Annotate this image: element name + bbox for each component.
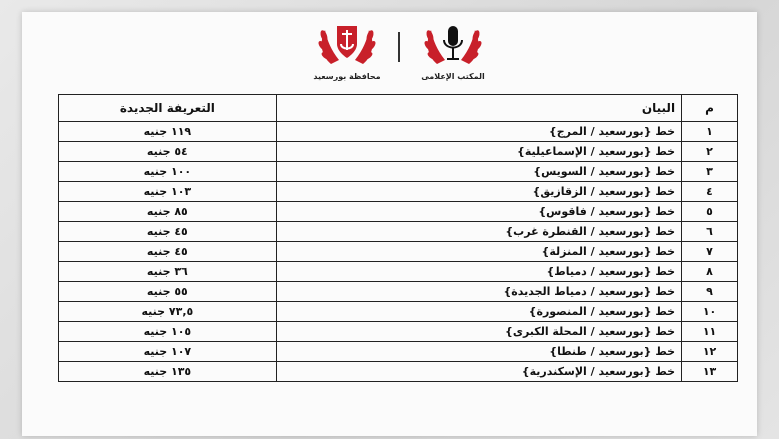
tariff-table — [58, 94, 738, 382]
table-row — [59, 182, 738, 202]
route-description: خط {بورسعيد / القنطرة غرب} — [276, 222, 681, 242]
row-number: ٥ — [682, 202, 738, 222]
table-row — [59, 302, 738, 322]
route-description: خط {بورسعيد / السويس} — [276, 162, 681, 182]
route-description: خط {بورسعيد / دمياط الجديدة} — [276, 282, 681, 302]
table-body — [59, 122, 738, 382]
route-price: ٣٦ جنيه — [59, 262, 277, 282]
row-number: ١٣ — [682, 362, 738, 382]
column-header-number: م — [682, 95, 738, 122]
table-row — [59, 142, 738, 162]
route-description: خط {بورسعيد / المنصورة} — [276, 302, 681, 322]
route-price: ١٠٣ جنيه — [59, 182, 277, 202]
route-description: خط {بورسعيد / الزقازيق} — [276, 182, 681, 202]
row-number: ٢ — [682, 142, 738, 162]
route-price: ١٠٠ جنيه — [59, 162, 277, 182]
table-row — [59, 242, 738, 262]
route-price: ٤٥ جنيه — [59, 222, 277, 242]
row-number: ٨ — [682, 262, 738, 282]
route-price: ٨٥ جنيه — [59, 202, 277, 222]
table-row — [59, 202, 738, 222]
header — [22, 18, 757, 90]
route-description: خط {بورسعيد / دمياط} — [276, 262, 681, 282]
table-header-row — [59, 95, 738, 122]
table-row — [59, 222, 738, 242]
media-office-label: المكتب الإعلامى — [421, 72, 485, 81]
route-description: خط {بورسعيد / المحلة الكبرى} — [276, 322, 681, 342]
route-description: خط {بورسعيد / الإسماعيلية} — [276, 142, 681, 162]
document-sheet — [22, 12, 757, 436]
route-price: ١١٩ جنيه — [59, 122, 277, 142]
route-description: خط {بورسعيد / المرج} — [276, 122, 681, 142]
row-number: ٧ — [682, 242, 738, 262]
media-office-logo — [408, 18, 498, 90]
route-price: ٤٥ جنيه — [59, 242, 277, 262]
row-number: ١٢ — [682, 342, 738, 362]
row-number: ٤ — [682, 182, 738, 202]
table-row — [59, 322, 738, 342]
header-divider — [398, 32, 400, 62]
route-description: خط {بورسعيد / طنطا} — [276, 342, 681, 362]
microphone-wreath-icon — [421, 18, 485, 70]
table-row — [59, 282, 738, 302]
route-price: ٥٥ جنيه — [59, 282, 277, 302]
row-number: ٦ — [682, 222, 738, 242]
row-number: ٣ — [682, 162, 738, 182]
route-description: خط {بورسعيد / فاقوس} — [276, 202, 681, 222]
route-description: خط {بورسعيد / الإسكندرية} — [276, 362, 681, 382]
table-row — [59, 122, 738, 142]
route-price: ١٣٥ جنيه — [59, 362, 277, 382]
table-row — [59, 262, 738, 282]
route-price: ٥٤ جنيه — [59, 142, 277, 162]
table-row — [59, 362, 738, 382]
route-price: ٧٣,٥ جنيه — [59, 302, 277, 322]
governorate-logo — [302, 18, 392, 90]
governorate-label: محافظة بورسعيد — [313, 72, 381, 81]
route-price: ١٠٥ جنيه — [59, 322, 277, 342]
table-row — [59, 342, 738, 362]
table-row — [59, 162, 738, 182]
row-number: ٩ — [682, 282, 738, 302]
row-number: ١٠ — [682, 302, 738, 322]
column-header-description: البيان — [276, 95, 681, 122]
row-number: ١١ — [682, 322, 738, 342]
route-description: خط {بورسعيد / المنزلة} — [276, 242, 681, 262]
column-header-new-tariff: التعريفة الجديدة — [59, 95, 277, 122]
anchor-shield-icon — [315, 18, 379, 70]
route-price: ١٠٧ جنيه — [59, 342, 277, 362]
row-number: ١ — [682, 122, 738, 142]
